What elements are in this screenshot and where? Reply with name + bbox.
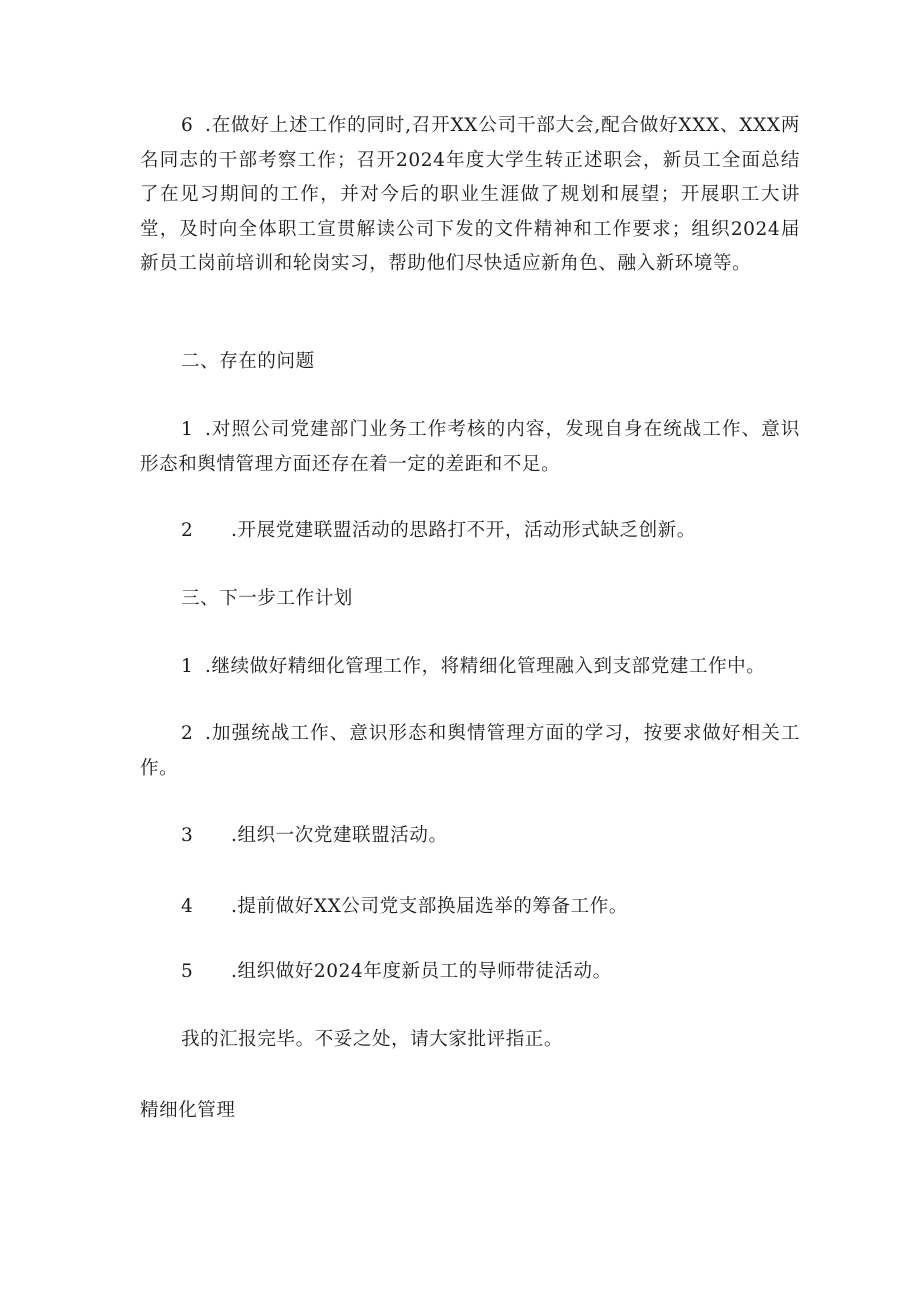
item-text: .对照公司党建部门业务工作考核的内容，发现自身在统战工作、意识形态和舆情管理方面还存在着一定的差距和不足。: [140, 419, 800, 475]
item-number: 1: [181, 419, 194, 440]
item-text: .加强统战工作、意识形态和舆情管理方面的学习，按要求做好相关工作。: [140, 723, 800, 779]
problem-item-1: [140, 413, 800, 482]
item-text: .组织一次党建联盟活动。: [231, 825, 448, 846]
plan-item-5: [140, 955, 800, 990]
plan-item-4: [140, 890, 800, 925]
plan-item-1: [140, 650, 800, 685]
item-number: 5: [181, 961, 194, 982]
paragraph-item-6: [140, 109, 800, 282]
item-text: .组织做好2024年度新员工的导师带徒活动。: [231, 961, 612, 982]
closing-remark: 我的汇报完毕。不妥之处，请大家批评指正。: [181, 1029, 564, 1050]
item-text: .继续做好精细化管理工作，将精细化管理融入到支部党建工作中。: [205, 656, 766, 677]
plan-item-2: [140, 717, 800, 786]
item-text: .在做好上述工作的同时,召开XX公司干部大会,配合做好XXX、XXX两名同志的干部考察工作；召开2024年度大学生转正述职会，新员工全面总结了在见习期间的工作，并对今后的职业生涯做了规划和展望；开展职工大讲堂，及时向全体职工宣贯解读公司下发的文件精神和工作要求；组织2024届新员工岗前培训和轮岗实习，帮助他们尽快适应新角色、融入新环境等。: [140, 115, 800, 274]
footer-keyword: 精细化管理: [140, 1100, 236, 1121]
item-number: 6: [181, 115, 194, 136]
item-number: 2: [181, 520, 194, 541]
item-text: .提前做好XX公司党支部换届选举的筹备工作。: [231, 896, 628, 917]
item-number: 2: [181, 723, 194, 744]
section-heading-next-plan: 三、下一步工作计划: [181, 588, 353, 609]
plan-item-3: [140, 819, 800, 854]
item-number: 1: [181, 656, 194, 677]
item-text: .开展党建联盟活动的思路打不开，活动形式缺乏创新。: [231, 520, 696, 541]
section-heading-problems: 二、存在的问题: [181, 351, 315, 372]
item-number: 3: [181, 825, 194, 846]
item-number: 4: [181, 896, 194, 917]
problem-item-2: [140, 514, 800, 549]
